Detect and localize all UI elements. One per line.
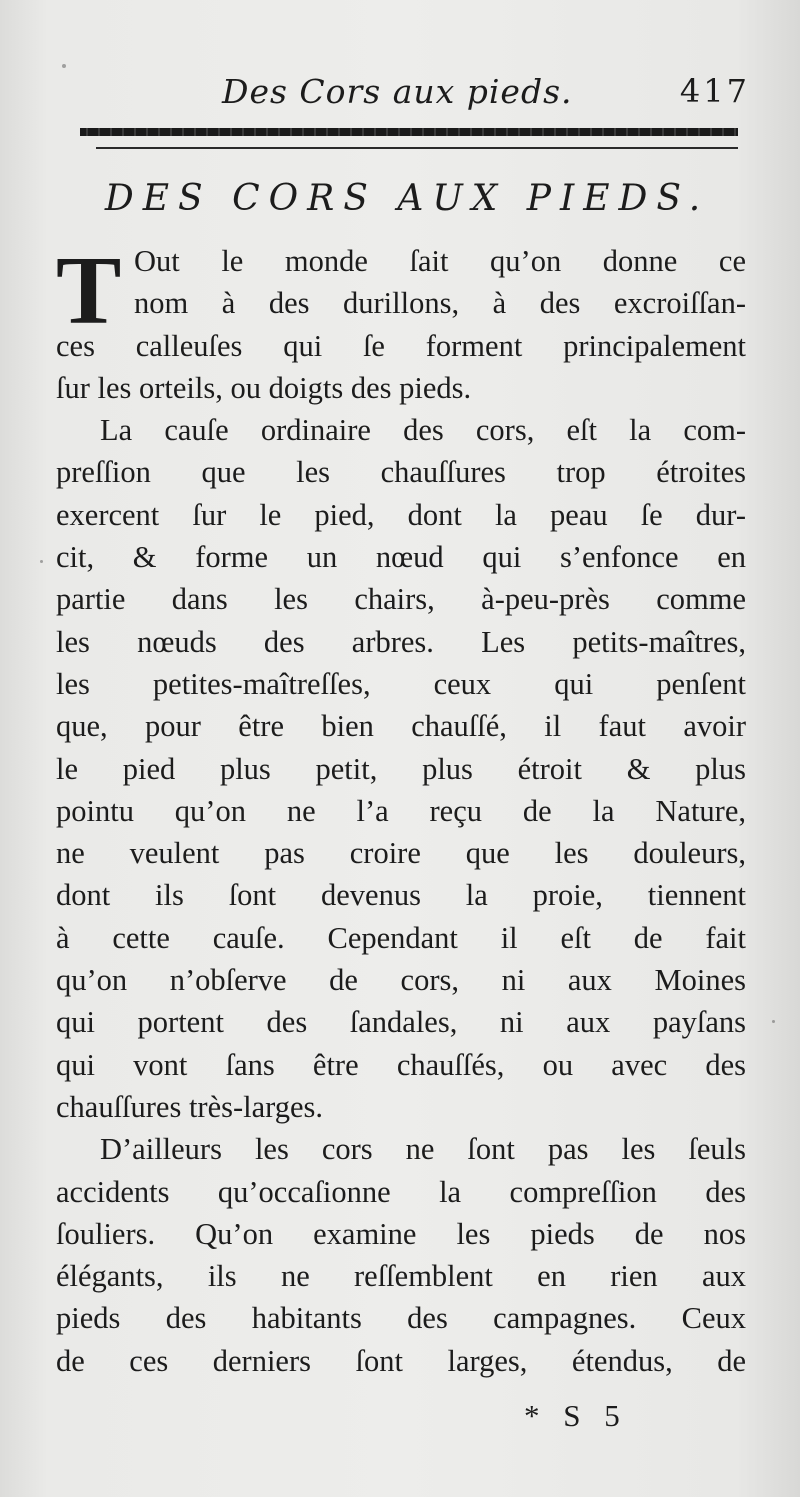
- paper-speck: [40, 560, 43, 563]
- ornamental-rule: [80, 128, 738, 136]
- text-line: preſſion que les chauſſures trop étroites: [56, 455, 746, 490]
- text-line: pointu qu’on ne l’a reçu de la Nature,: [56, 793, 746, 828]
- text-line: ces calleuſes qui ſe forment principalement: [56, 328, 746, 363]
- text-line: pieds des habitants des campagnes. Ceux: [56, 1301, 746, 1336]
- text-line: accidents qu’occaſionne la compreſſion des: [56, 1174, 746, 1209]
- text-line: exercent ſur le pied, dont la peau ſe dur-: [56, 497, 746, 532]
- paper-speck: [62, 64, 66, 68]
- chapter-title: DES CORS AUX PIEDS.: [104, 178, 710, 219]
- text-line: élégants, ils ne reſſemblent en rien aux: [56, 1259, 746, 1294]
- text-line: de ces derniers ſont larges, étendus, de: [56, 1343, 746, 1378]
- text-line: les petites-maîtreſſes, ceux qui penſent: [56, 666, 746, 701]
- divider-rule: [96, 147, 738, 149]
- text-line: qui vont ſans être chauſſés, ou avec des: [56, 1047, 746, 1082]
- text-line: partie dans les chairs, à-peu-près comme: [56, 582, 746, 617]
- text-line: à cette cauſe. Cependant il eſt de fait: [56, 920, 746, 955]
- body-text: [56, 237, 746, 1382]
- text-line: La cauſe ordinaire des cors, eſt la com-: [100, 413, 746, 448]
- text-line: les nœuds des arbres. Les petits-maîtres,: [56, 624, 746, 659]
- text-line: Out le monde ſait qu’on donne ce: [134, 244, 746, 278]
- signature-mark: * S 5: [524, 1398, 628, 1433]
- drop-cap: T: [56, 237, 122, 345]
- text-line: que, pour être bien chauſſé, il faut avoir: [56, 709, 746, 744]
- text-line: nom à des durillons, à des excroiſſan-: [134, 286, 746, 321]
- text-line: qui portent des ſandales, ni aux payſans: [56, 1005, 746, 1040]
- text-line: le pied plus petit, plus étroit & plus: [56, 751, 746, 786]
- running-title: Des Cors aux pieds.: [222, 72, 573, 111]
- paper-speck: [772, 1020, 775, 1023]
- text-line: cit, & forme un nœud qui s’enfonce en: [56, 540, 746, 575]
- text-line: ſur les orteils, ou doigts des pieds.: [56, 370, 472, 405]
- text-line: chauſſures très-larges.: [56, 1089, 324, 1124]
- text-line: ne veulent pas croire que les douleurs,: [56, 836, 746, 871]
- text-line: qu’on n’obſerve de cors, ni aux Moines: [56, 963, 746, 998]
- page-number: 417: [679, 72, 750, 110]
- text-line: ſouliers. Qu’on examine les pieds de nos: [56, 1216, 746, 1251]
- text-line: dont ils ſont devenus la proie, tiennent: [56, 878, 746, 913]
- text-line: D’ailleurs les cors ne ſont pas les ſeuls: [100, 1132, 746, 1167]
